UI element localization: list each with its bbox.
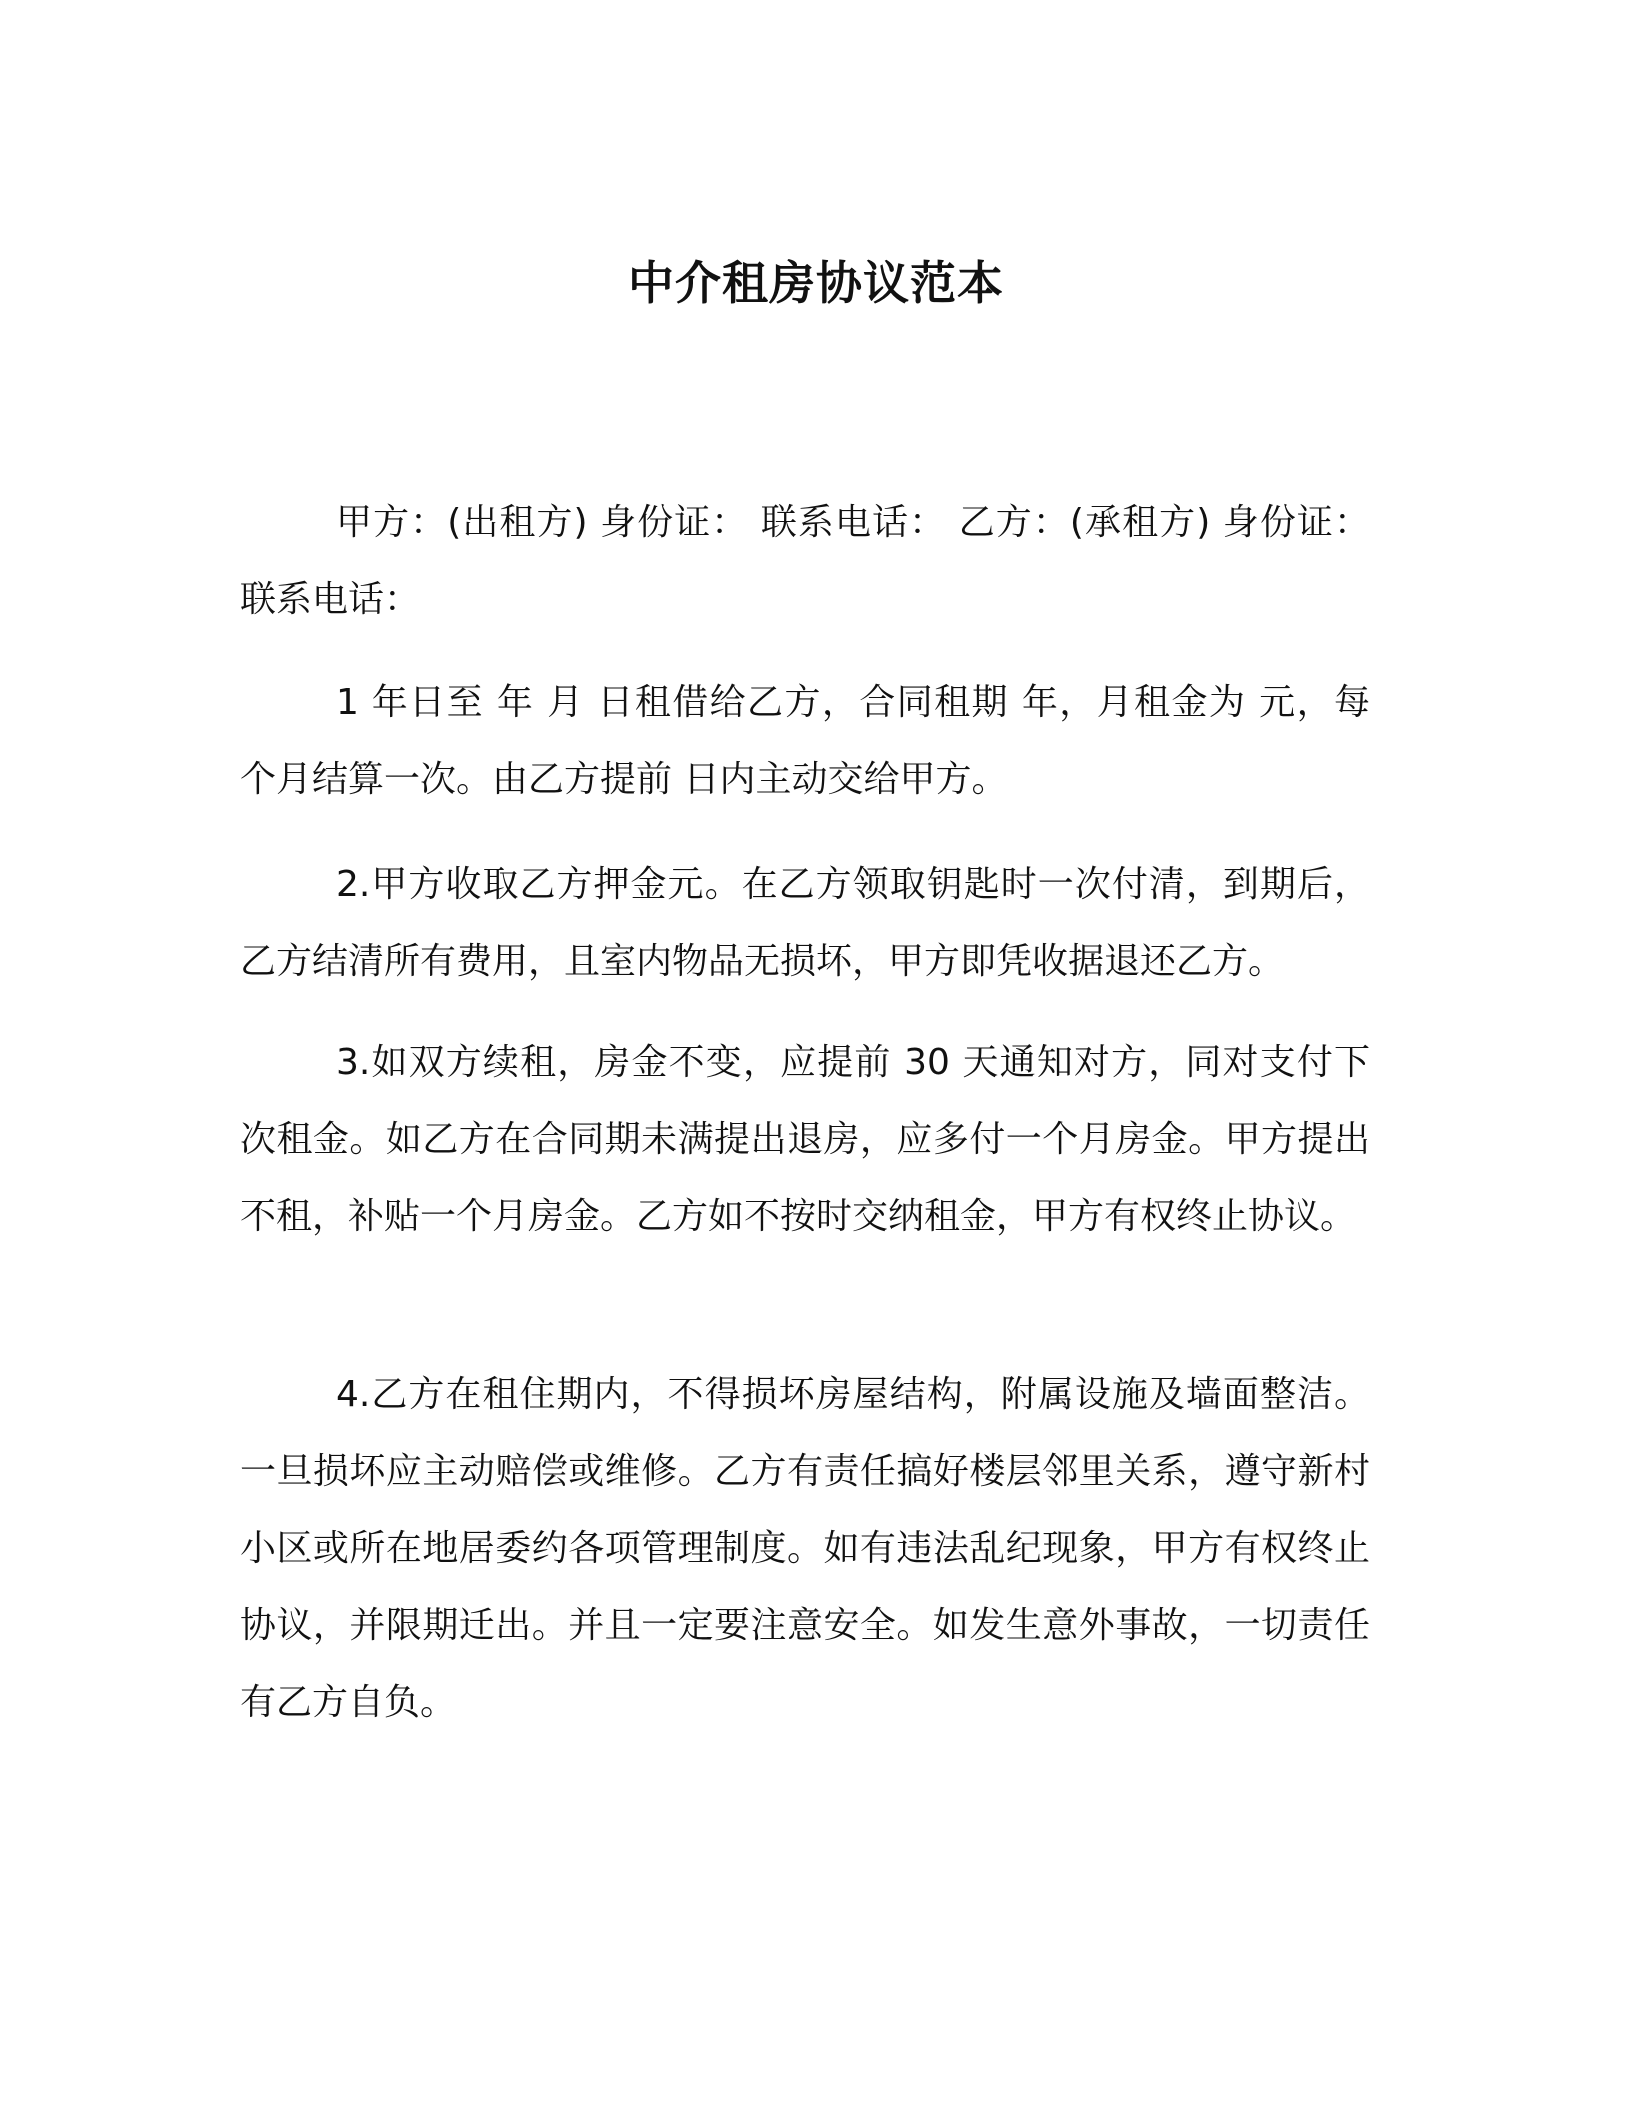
clause-4-paragraph: 4.乙方在租住期内，不得损坏房屋结构，附属设施及墙面整洁。一旦损坏应主动赔偿或维修。乙方有责任搞好楼层邻里关系，遵守新村小区或所在地居委约各项管理制度。如有违法乱纪现象，甲方有权终止协议，并限期迁出。并且一定要注意安全。如发生意外事故，一切责任有乙方自负。 <box>240 1374 1370 1723</box>
clause-4-block <box>240 1356 1370 1741</box>
document-title: 中介租房协议范本 <box>628 255 1004 310</box>
clause-3-block <box>240 1024 1370 1255</box>
parties-paragraph: 甲方：(出租方) 身份证： 联系电话： 乙方：(承租方) 身份证： 联系电话： <box>240 502 1370 620</box>
parties-block <box>240 484 1370 638</box>
clause-2-paragraph: 2.甲方收取乙方押金元。在乙方领取钥匙时一次付清，到期后，乙方结清所有费用，且室内物品无损坏，甲方即凭收据退还乙方。 <box>240 864 1370 982</box>
clause-1-paragraph: 1 年日至 年 月 日租借给乙方，合同租期 年，月租金为 元，每 个月结算一次。由乙方提前 日内主动交给甲方。 <box>240 682 1370 800</box>
clause-2-block <box>240 846 1370 1000</box>
clause-3-paragraph: 3.如双方续租，房金不变，应提前 30 天通知对方，同对支付下次租金。如乙方在合同期未满提出退房，应多付一个月房金。甲方提出不租，补贴一个月房金。乙方如不按时交纳租金，甲方有权终止协议。 <box>240 1042 1370 1237</box>
clause-1-block <box>240 664 1370 818</box>
